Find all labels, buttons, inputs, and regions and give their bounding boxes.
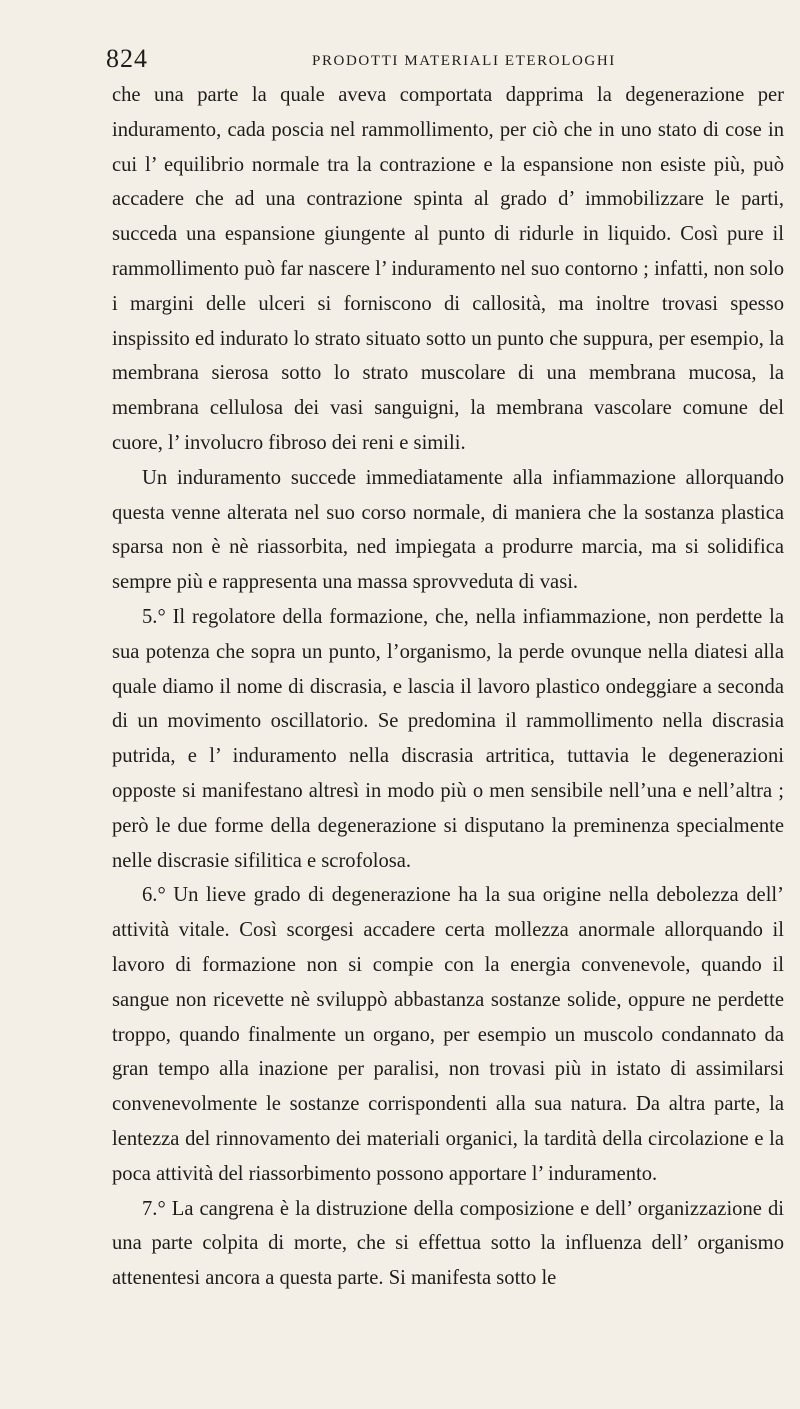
running-header <box>106 44 784 78</box>
paragraph-section-7: 7.° La cangrena è la distruzione della composizione e dell’ organizzazione di una parte colpita di morte, che si effettua sotto la influenza dell’ organismo attenentesi ancora a questa parte. Si manifesta sotto le <box>112 1197 784 1290</box>
paragraph-induramento: Un induramento succede immediatamente alla infiammazione allorquando questa venne alterata nel suo corso normale, di maniera che la sostanza plastica sparsa non è nè riassorbita, ned impiegata a produrre marcia, ma si solidifica sempre più e rappresenta una massa sprovveduta di vasi. <box>112 466 784 594</box>
page-number: 824 <box>106 44 148 73</box>
paragraph-section-5: 5.° Il regolatore della formazione, che, nella infiammazione, non perdette la sua potenza che sopra un punto, l’organismo, la perde ovunque nella diatesi alla quale diamo il nome di discrasia, e lascia il lavoro plastico ondeggiare a seconda di un movimento oscillatorio. Se predomina il rammollimento nella discrasia putrida, e l’ induramento nella discrasia artritica, tuttavia le degenerazioni opposte si manifestano altresì in modo più o men sensibile nell’una e nell’altra ; però le due forme della degenerazione si disputano la preminenza specialmente nelle discrasie sifilitica e scrofolosa. <box>112 605 784 872</box>
body-text <box>112 78 784 1296</box>
book-page <box>106 44 784 1296</box>
running-title: PRODOTTI MATERIALI ETEROLOGHI <box>312 53 616 69</box>
paragraph-section-6: 6.° Un lieve grado di degenerazione ha la sua origine nella debolezza dell’ attività vitale. Così scorgesi accadere certa mollezza anormale allorquando il lavoro di formazione non si compie con la energia convenevole, quando il sangue non ricevette nè sviluppò abbastanza sostanze solide, oppure ne perdette troppo, quando finalmente un organo, per esempio un muscolo condannato da gran tempo alla inazione per paralisi, non trovasi più in istato di assimilarsi convenevolmente le sostanze corrispondenti alla sua natura. Da altra parte, la lentezza del rinnovamento dei materiali organici, la tardità della circolazione e la poca attività del riassorbimento possono apportare l’ induramento. <box>112 884 784 1185</box>
paragraph-continuation: che una parte la quale aveva comportata dapprima la degenerazione per induramento, cada poscia nel rammollimento, per ciò che in uno stato di cose in cui l’ equilibrio normale tra la contrazione e la espansione non esiste più, può accadere che ad una contrazione spinta al grado d’ immobilizzare le parti, succeda una espansione giungente al punto di ridurle in liquido. Così pure il rammollimento può far nascere l’ induramento nel suo contorno ; infatti, non solo i margini delle ulceri si forniscono di callosità, ma inoltre trovasi spesso inspissito ed indurato lo strato situato sotto un punto che suppura, per esempio, la membrana sierosa sotto lo strato muscolare di una membrana mucosa, la membrana cellulosa dei vasi sanguigni, la membrana vascolare comune del cuore, l’ involucro fibroso dei reni e simili. <box>112 84 784 454</box>
